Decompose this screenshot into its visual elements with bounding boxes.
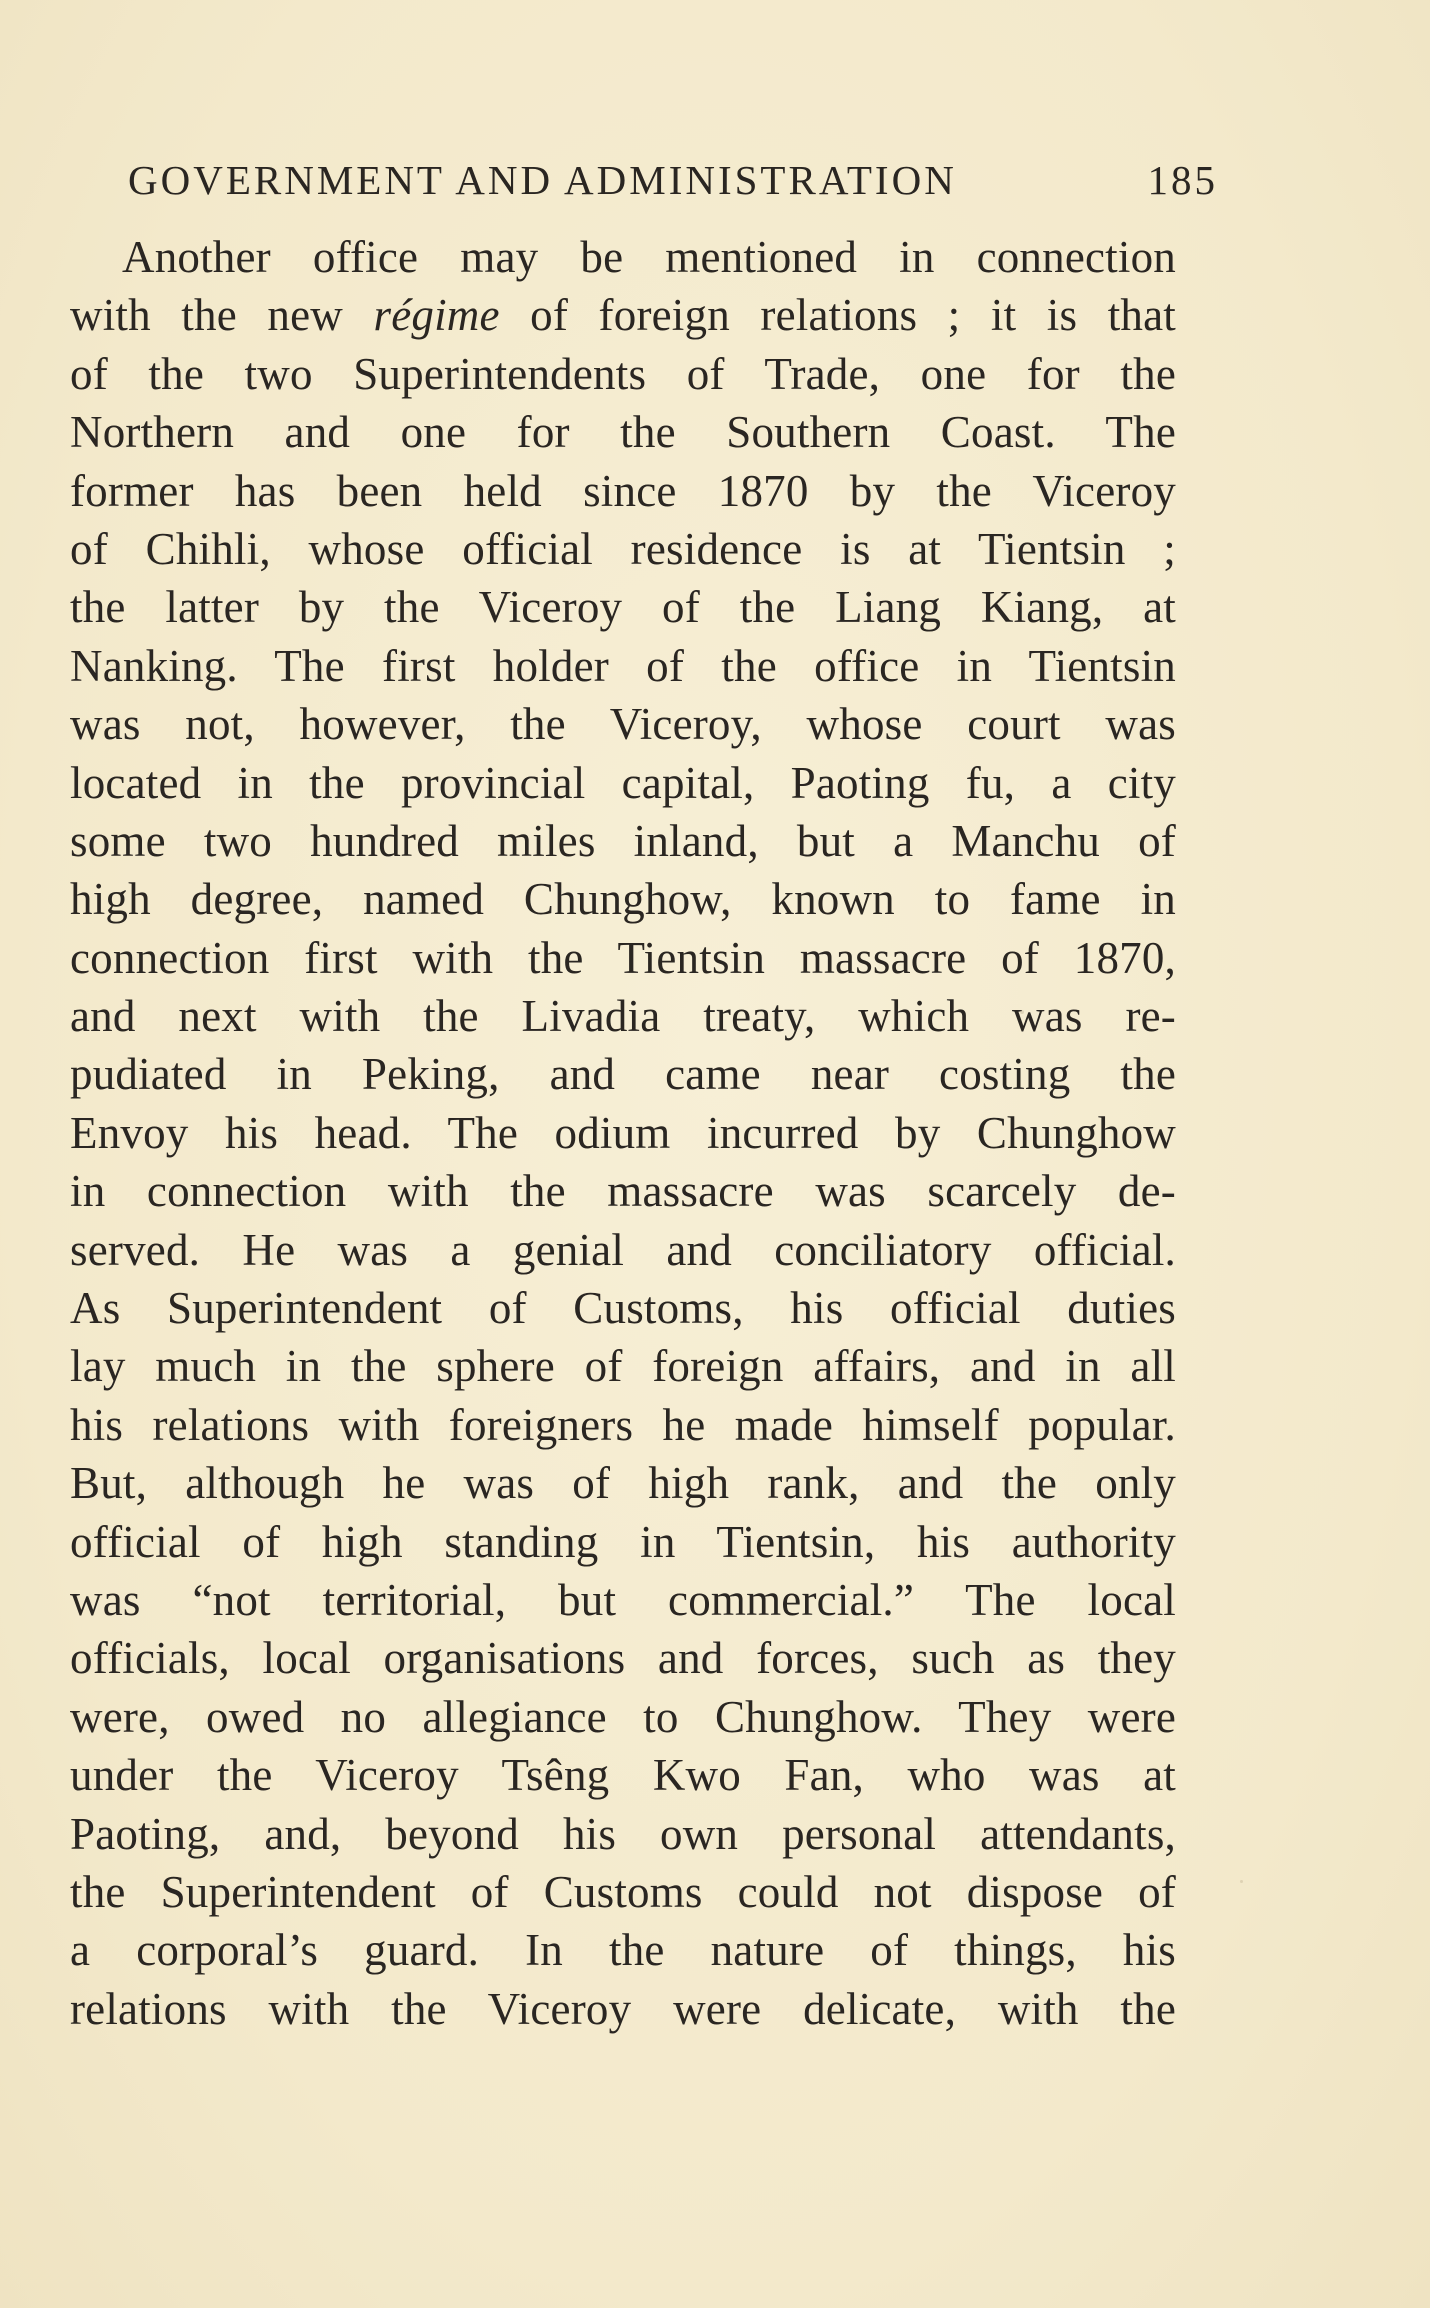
text-line-segment: officials, local organisations and forces, such as they	[70, 1633, 1176, 1684]
text-line-segment: in connection with the massacre was scarcely de-	[70, 1166, 1176, 1217]
text-line	[70, 228, 1176, 286]
text-line-segment: pudiated in Peking, and came near costing the	[70, 1049, 1176, 1100]
italic-term: régime	[373, 290, 500, 341]
text-line-segment: his relations with foreigners he made himself popular.	[70, 1399, 1176, 1450]
text-line	[70, 1104, 1176, 1162]
text-line-segment: the latter by the Viceroy of the Liang Kiang, at	[70, 582, 1176, 633]
text-line	[70, 929, 1176, 987]
text-line-segment: As Superintendent of Customs, his official duties	[70, 1283, 1176, 1334]
text-line-segment: But, although he was of high rank, and the only	[70, 1458, 1176, 1509]
text-line	[70, 1629, 1176, 1687]
text-line	[70, 286, 1176, 344]
text-line	[70, 637, 1176, 695]
text-line	[70, 1162, 1176, 1220]
text-line	[70, 695, 1176, 753]
text-line-segment: of the two Superintendents of Trade, one for the	[70, 348, 1176, 399]
text-line-segment: some two hundred miles inland, but a Manchu of	[70, 815, 1176, 866]
text-line	[70, 462, 1176, 520]
text-line	[70, 870, 1176, 928]
text-line-segment: relations with the Viceroy were delicate, with the	[70, 1983, 1176, 2034]
text-line-segment: located in the provincial capital, Paoting fu, a city	[70, 757, 1176, 808]
page-number: 185	[1147, 157, 1218, 203]
text-line-segment: of Chihli, whose official residence is at Tientsin ;	[70, 523, 1176, 574]
text-line	[70, 578, 1176, 636]
text-line	[70, 1863, 1176, 1921]
paper-speck	[1020, 1010, 1024, 1014]
text-line-segment: of foreign relations ; it is that	[499, 290, 1176, 341]
text-line	[70, 1571, 1176, 1629]
text-line	[70, 1337, 1176, 1395]
text-line-segment: were, owed no allegiance to Chunghow. They were	[70, 1691, 1176, 1742]
text-line-segment: was “not territorial, but commercial.” The local	[70, 1574, 1176, 1625]
text-line-segment: Another office may be mentioned in connection	[122, 232, 1176, 282]
text-line	[70, 754, 1176, 812]
text-line	[70, 403, 1176, 461]
text-line	[70, 1746, 1176, 1804]
text-line	[70, 1279, 1176, 1337]
text-line-segment: former has been held since 1870 by the Viceroy	[70, 465, 1176, 516]
text-line	[70, 1454, 1176, 1512]
text-line-segment: Paoting, and, beyond his own personal attendants,	[70, 1808, 1176, 1859]
text-line	[70, 1980, 1176, 2038]
running-head-title: GOVERNMENT AND ADMINISTRATION	[128, 157, 957, 203]
text-line	[70, 1045, 1176, 1103]
text-line-segment: with the new	[70, 290, 374, 341]
body-paragraph	[70, 228, 1176, 2038]
text-line	[70, 1221, 1176, 1279]
text-line	[70, 1396, 1176, 1454]
text-line-segment: and next with the Livadia treaty, which was re-	[70, 991, 1176, 1042]
text-line	[70, 1513, 1176, 1571]
text-line	[70, 1921, 1176, 1979]
text-line-segment: the Superintendent of Customs could not dispose of	[70, 1866, 1176, 1917]
text-line-segment: Northern and one for the Southern Coast. The	[70, 407, 1176, 458]
text-line-segment: connection first with the Tientsin massacre of 1870,	[70, 932, 1176, 983]
text-line	[70, 345, 1176, 403]
paper-speck	[1240, 1880, 1243, 1883]
text-line	[70, 520, 1176, 578]
text-line	[70, 1688, 1176, 1746]
text-line-segment: Nanking. The first holder of the office in Tientsin	[70, 640, 1176, 691]
running-head	[128, 152, 1218, 208]
text-line-segment: under the Viceroy Tsêng Kwo Fan, who was at	[70, 1750, 1176, 1801]
text-line-segment: a corporal’s guard. In the nature of things, his	[70, 1925, 1176, 1976]
text-line-segment: lay much in the sphere of foreign affairs, and in all	[70, 1341, 1176, 1392]
text-line	[70, 1805, 1176, 1863]
text-line	[70, 812, 1176, 870]
text-line	[70, 987, 1176, 1045]
text-line-segment: Envoy his head. The odium incurred by Chunghow	[70, 1107, 1176, 1158]
text-line-segment: official of high standing in Tientsin, his authority	[70, 1516, 1176, 1567]
text-line-segment: high degree, named Chunghow, known to fame in	[70, 874, 1176, 925]
text-line-segment: served. He was a genial and conciliatory official.	[70, 1224, 1176, 1275]
text-line-segment: was not, however, the Viceroy, whose court was	[70, 699, 1176, 750]
